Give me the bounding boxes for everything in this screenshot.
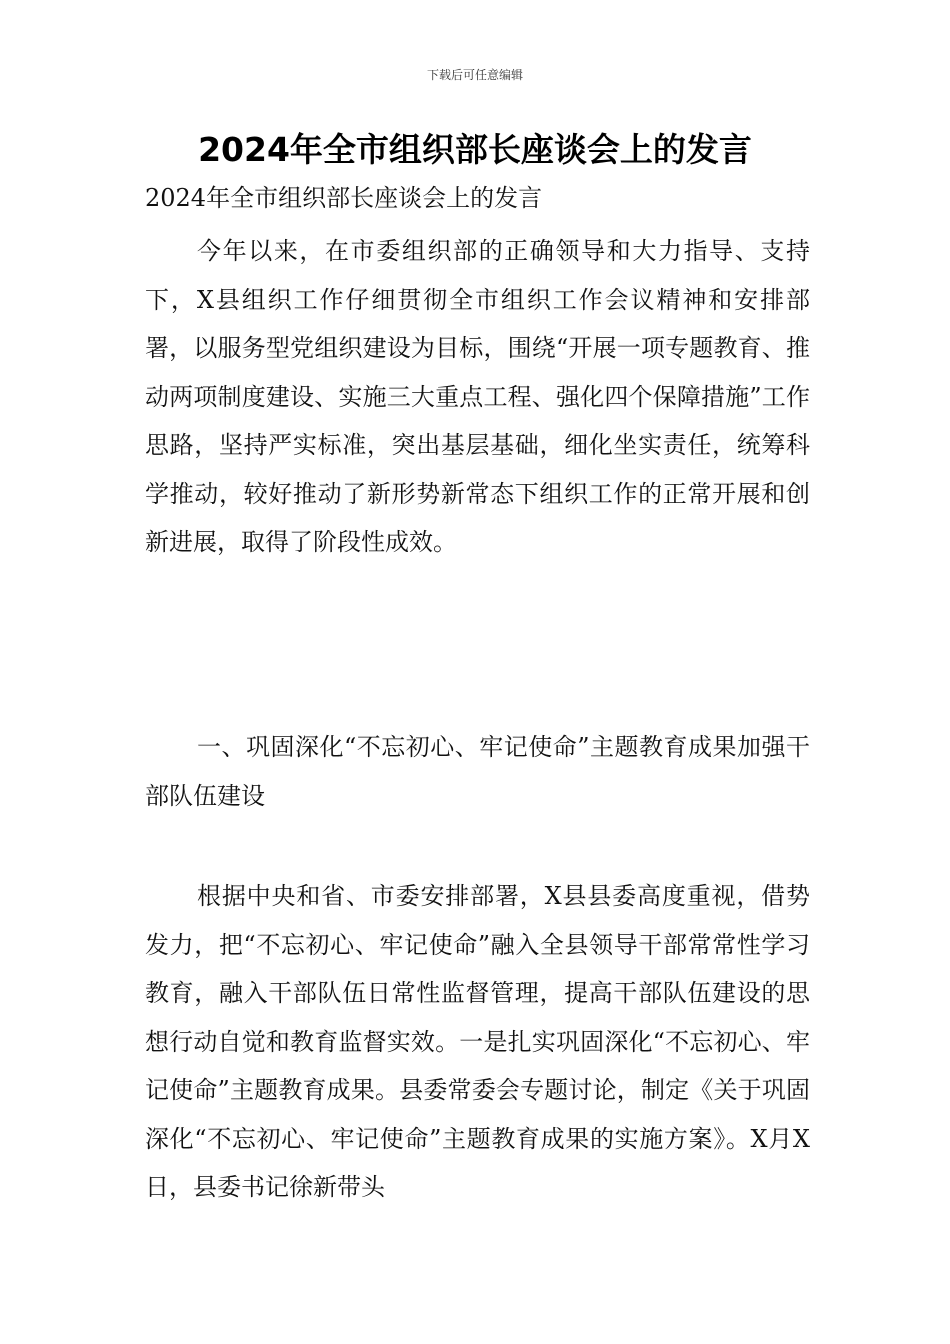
document-title: 2024年全市组织部长座谈会上的发言 (198, 130, 752, 169)
header-note: 下载后可任意编辑 (426, 68, 523, 82)
document-subtitle: 2024年全市组织部长座谈会上的发言 (145, 184, 543, 212)
body-paragraph: 今年以来，在市委组织部的正确领导和大力指导、支持下，X县组织工作仔细贯彻全市组织工作会议精神和安排部署，以服务型党组织建设为目标，围绕“开展一项专题教育、推动两项制度建设、实施三大重点工程、强化四个保障措施”工作思路，坚持严实标准，突出基层基础，细化坐实责任，统筹科学推动，较好推动了新形势新常态下组织工作的正常开展和创新进展，取得了阶段性成效。 (145, 237, 810, 556)
body-paragraph: 根据中央和省、市委安排部署，X县县委高度重视，借势发力，把“不忘初心、牢记使命”融入全县领导干部常常性学习教育，融入干部队伍日常性监督管理，提高干部队伍建设的思想行动自觉和教育监督实效。一是扎实巩固深化“不忘初心、牢记使命”主题教育成果。县委常委会专题讨论，制定《关于巩固深化“不忘初心、牢记使命”主题教育成果的实施方案》。X月X日，县委书记徐新带头 (145, 882, 810, 1201)
section-heading: 一、巩固深化“不忘初心、牢记使命”主题教育成果加强干部队伍建设 (145, 733, 810, 810)
